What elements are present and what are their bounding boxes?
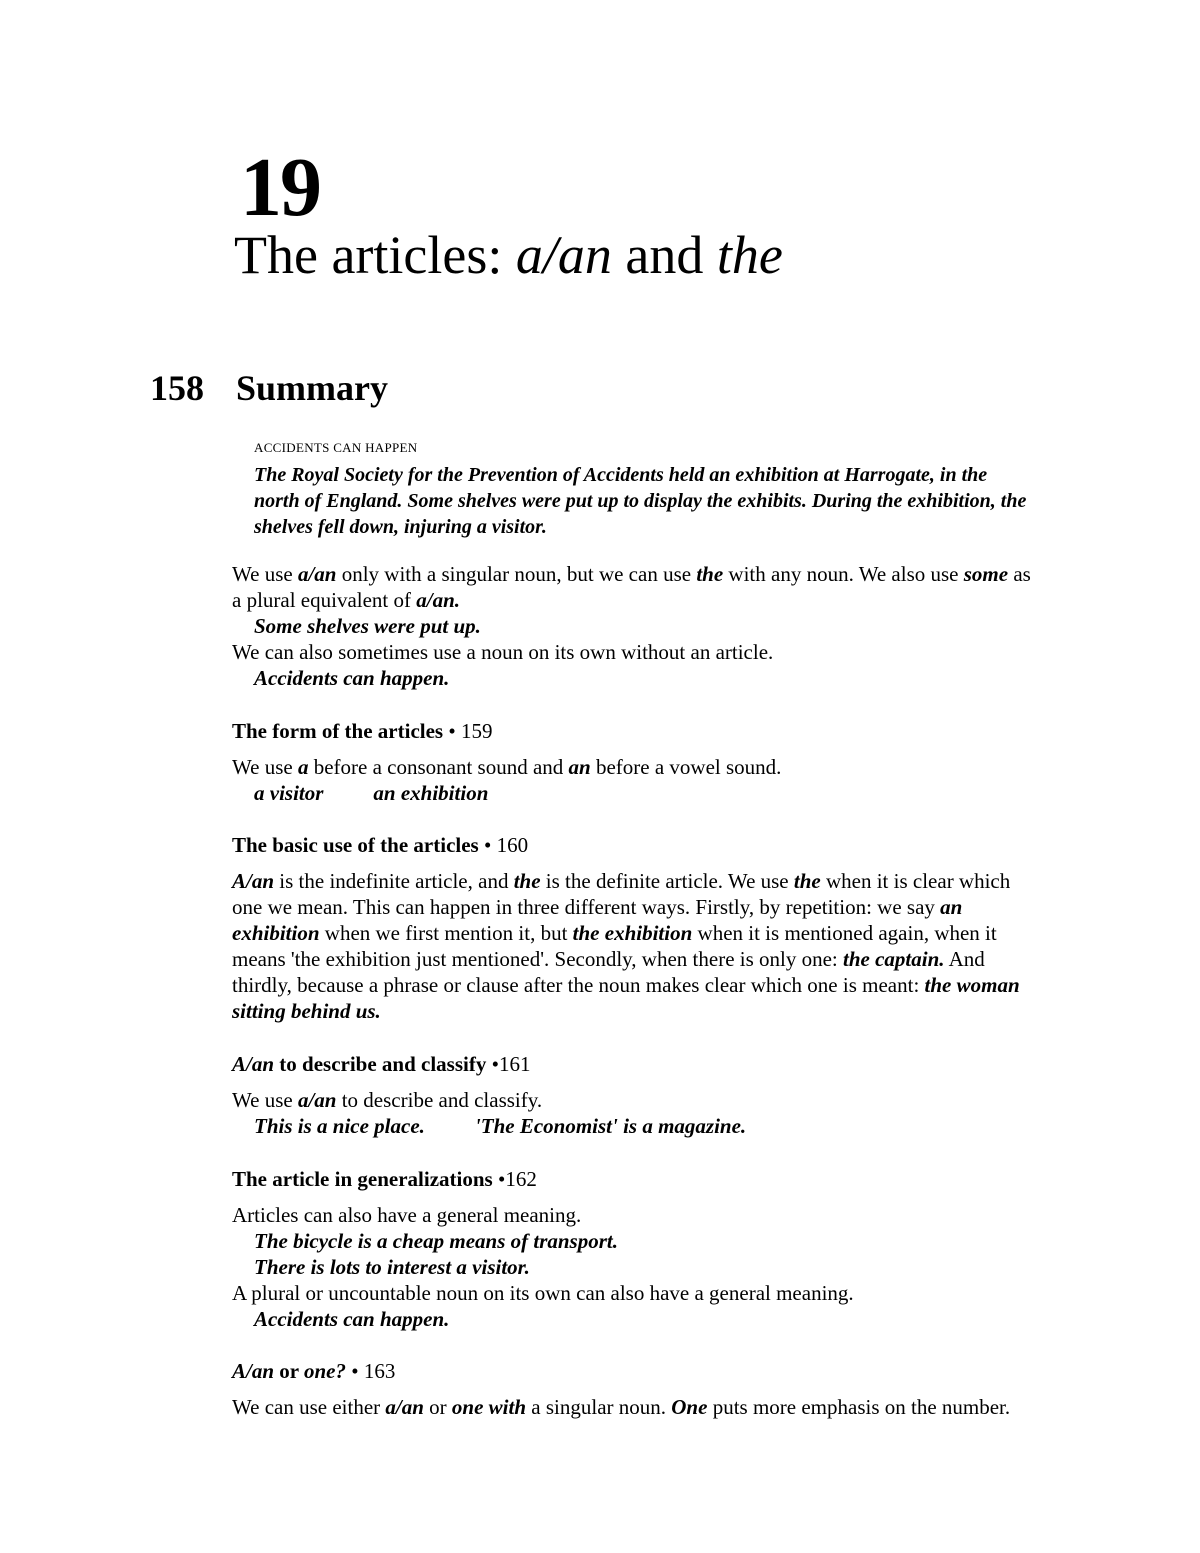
heading-text: A/an (232, 1359, 275, 1383)
cross-reference: • 163 (351, 1359, 396, 1383)
chapter-title-mid: and (611, 225, 717, 285)
chapter-title (234, 225, 783, 285)
intro-paragraph-1 (232, 561, 1032, 613)
example-box-text: The Royal Society for the Prevention of Accidents held an exhibition at Harrogate, in the north of England. Some shelves were put up to display the exhibits. During the exhibition, the shelves fell down, injuring a visitor. (254, 464, 1027, 538)
text-run: We use (232, 755, 298, 779)
text-run: an exhibition (373, 781, 489, 805)
basic-block (232, 832, 1022, 1024)
text-run: only with a singular noun, but we can use (336, 562, 697, 586)
cross-reference: • 160 (483, 833, 529, 857)
describe-heading (232, 1051, 1032, 1077)
one-block (232, 1358, 1012, 1420)
heading-text: or (274, 1359, 304, 1383)
text-run: a/an (385, 1395, 424, 1419)
text-run: the exhibition (572, 921, 693, 945)
text-run: 'The Economist' is a magazine. (474, 1114, 747, 1138)
one-paragraph (232, 1394, 1012, 1420)
text-run: the (696, 562, 724, 586)
chapter-title-prefix: The articles: (234, 225, 516, 285)
text-run: the (513, 869, 541, 893)
text-run: the captain. (843, 947, 945, 971)
section-title: Summary (236, 368, 388, 408)
text-run: This is a nice place. (254, 1114, 425, 1138)
heading-text: one? (303, 1359, 346, 1383)
text-run: is the indefinite article, and (274, 869, 514, 893)
cross-reference: • 159 (448, 719, 493, 743)
text-run: a singular noun. (526, 1395, 672, 1419)
describe-block (232, 1051, 1032, 1139)
describe-paragraph (232, 1087, 1032, 1113)
text-run: is the definite article. We use (540, 869, 794, 893)
text-run: a visitor (254, 781, 324, 805)
text-run: a (297, 755, 309, 779)
heading-text: The basic use of the articles (232, 833, 479, 857)
intro-example-1: Some shelves were put up. (254, 614, 481, 638)
chapter-number: 19 (240, 141, 320, 234)
basic-heading (232, 832, 1022, 858)
text-run: before a vowel sound. (590, 755, 782, 779)
text-run: or (423, 1395, 452, 1419)
cross-reference: •161 (491, 1052, 531, 1076)
example-box (254, 440, 1034, 540)
text-run: with (483, 1395, 527, 1419)
text-run: the woman sitting behind us. (232, 973, 1020, 1023)
text-run: when we first mention it, but (319, 921, 573, 945)
text-run: one (451, 1395, 484, 1419)
text-run: as a plural equivalent of (232, 562, 1031, 612)
general-example-2: There is lots to interest a visitor. (254, 1255, 530, 1279)
form-heading (232, 718, 1032, 744)
cross-reference: •162 (497, 1167, 537, 1191)
text-run: a/an (297, 1088, 337, 1112)
text-run: before a consonant sound and (308, 755, 569, 779)
text-run: when it is mentioned again, when it means 'the exhibition just mentioned'. Secondly, when there is only one: (232, 921, 997, 971)
general-heading (232, 1166, 1032, 1192)
heading-text: A/an (232, 1052, 275, 1076)
form-block (232, 718, 1032, 806)
form-example (232, 780, 1032, 806)
basic-paragraph (232, 868, 1022, 1024)
text-run: One (671, 1395, 708, 1419)
text-run: a/an. (416, 588, 461, 612)
example-box-title: ACCIDENTS CAN HAPPEN (254, 440, 418, 455)
general-block (232, 1166, 1032, 1332)
text-run: some (963, 562, 1009, 586)
text-run: We can use either (232, 1395, 386, 1419)
heading-text: The form of the articles (232, 719, 444, 743)
general-example-3: Accidents can happen. (254, 1307, 450, 1331)
general-example-1: The bicycle is a cheap means of transport. (254, 1229, 618, 1253)
text-run: puts more emphasis on the number. (707, 1395, 1011, 1419)
section-heading (150, 370, 388, 406)
intro-paragraph-2: We can also sometimes use a noun on its own without an article. (232, 640, 774, 664)
heading-text: to describe and classify (274, 1052, 487, 1076)
section-number: 158 (150, 368, 204, 408)
text-run: to describe and classify. (336, 1088, 543, 1112)
heading-text: The article in generalizations (232, 1167, 493, 1191)
intro-example-2: Accidents can happen. (254, 666, 450, 690)
general-paragraph-2: A plural or uncountable noun on its own can also have a general meaning. (232, 1281, 854, 1305)
intro-block (232, 561, 1032, 691)
text-run: We use (232, 562, 298, 586)
text-run: A/an (232, 869, 275, 893)
text-run: And thirdly, because a phrase or clause after the noun makes clear which one is meant: (232, 947, 985, 997)
form-paragraph (232, 754, 1032, 780)
text-run: when it is clear which one we mean. This can happen in three different ways. Firstly, by repetition: we say (232, 869, 1011, 919)
general-paragraph-1: Articles can also have a general meaning. (232, 1203, 582, 1227)
one-heading (232, 1358, 1012, 1384)
text-run: a/an (297, 562, 337, 586)
chapter-title-em2: the (716, 225, 783, 285)
text-run: the (793, 869, 821, 893)
text-run: an exhibition (232, 895, 963, 945)
describe-example (232, 1113, 1032, 1139)
text-run: an (568, 755, 591, 779)
chapter-title-em1: a/an (515, 225, 612, 285)
text-run: with any noun. We also use (723, 562, 964, 586)
text-run: We use (232, 1088, 298, 1112)
